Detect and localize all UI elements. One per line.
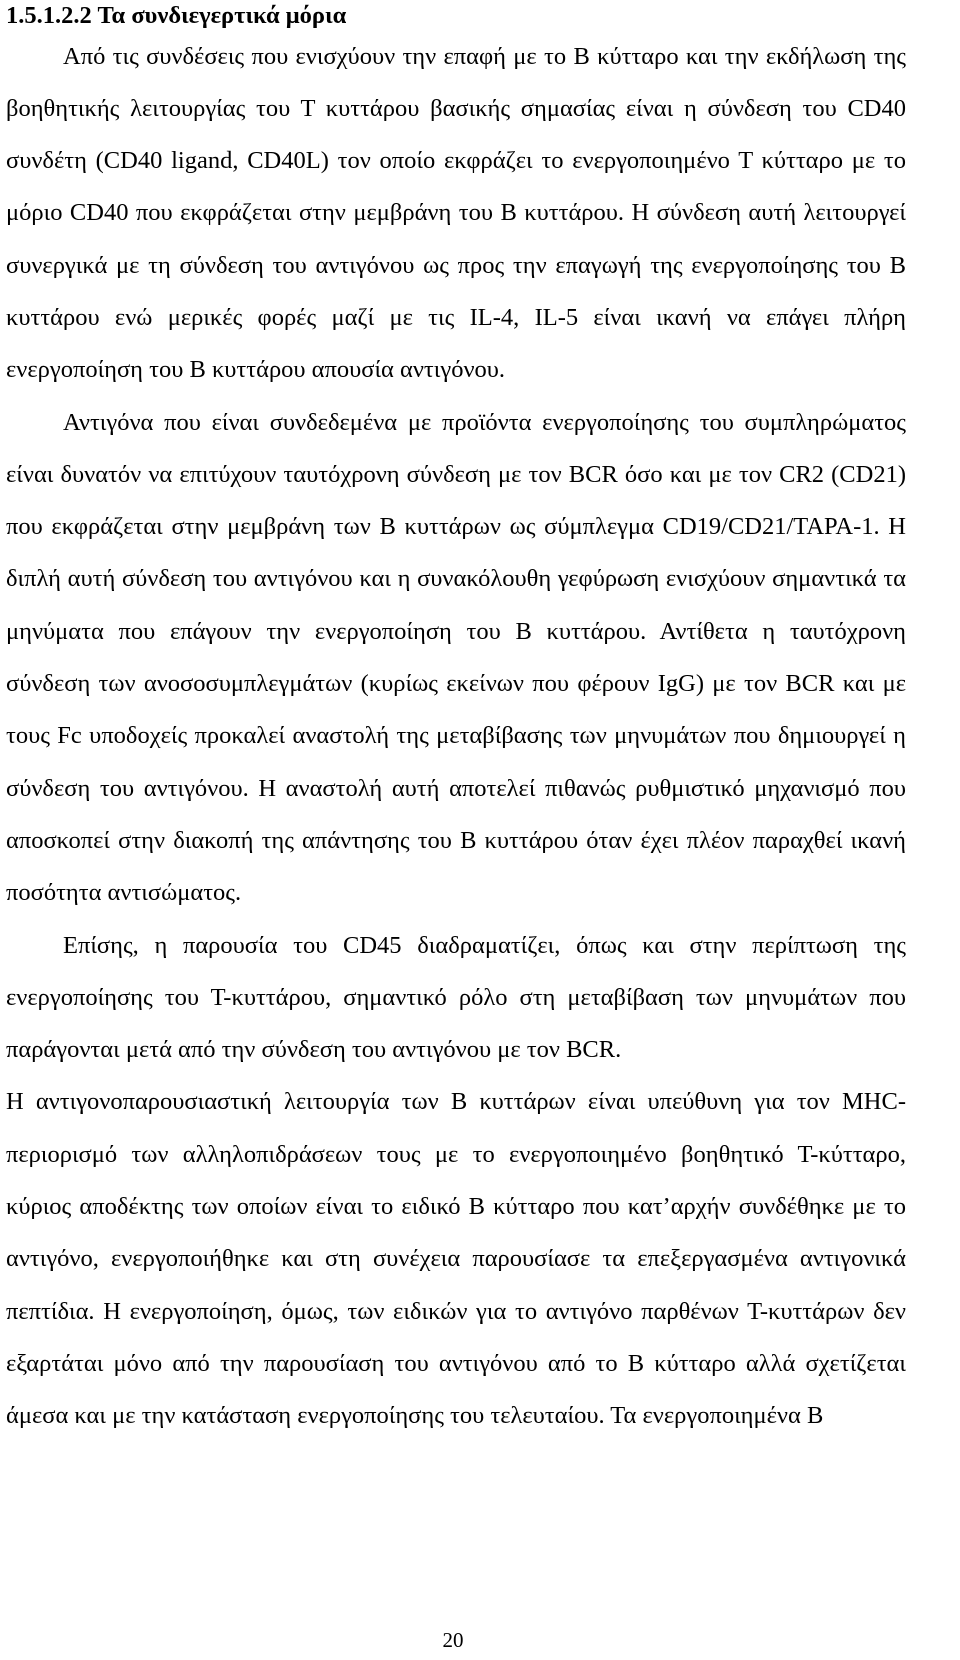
section-number: 1.5.1.2.2 bbox=[6, 2, 92, 29]
paragraph-antigen-presentation: Η αντιγονοπαρουσιαστική λειτουργία των Β κυττάρων είναι υπεύθυνη για τον MHC-περιορισμό των αλληλοπιδράσεων τους με το ενεργοποιημένο βοηθητικό Τ-κύτταρο, κύριος αποδέκτης των οποίων είναι το ειδικό Β κύτταρο που κατ’αρχήν συνδέθηκε με το αντιγόνο, ενεργοποιήθηκε και στη συνέχεια παρουσίασε τα επεξεργασμένα αντιγονικά πεπτίδια. Η ενεργοποίηση, όμως, των ειδικών για το αντιγόνο παρθένων Τ-κυττάρων δεν εξαρτάται μόνο από την παρουσίαση του αντιγόνου από το Β κύτταρο αλλά σχετίζεται άμεσα και με την κατάσταση ενεργοποίησης του τελευταίου. Τα ενεργοποιημένα Β bbox=[6, 1088, 906, 1430]
page-number: 20 bbox=[442, 1628, 464, 1652]
section-heading bbox=[6, 0, 906, 31]
section-title: Τα συνδιεγερτικά μόρια bbox=[97, 2, 347, 29]
document-page bbox=[6, 0, 906, 1443]
paragraph-cd45: Επίσης, η παρουσία του CD45 διαδραματίζει, όπως και στην περίπτωση της ενεργοποίησης του Τ-κυττάρου, σημαντικό ρόλο στη μεταβίβαση των μηνυμάτων που παράγονται μετά από την σύνδεση του αντιγόνου με τον BCR. bbox=[6, 931, 906, 1064]
paragraph-cd40-ligand: Από τις συνδέσεις που ενισχύουν την επαφή με το Β κύτταρο και την εκδήλωση της βοηθητικής λειτουργίας του Τ κυττάρου βασικής σημασίας είναι η σύνδεση του CD40 συνδέτη (CD40 ligand, CD40L) τον οποίο εκφράζει το ενεργοποιημένο Τ κύτταρο με το μόριο CD40 που εκφράζεται στην μεμβράνη του Β κυττάρου. Η σύνδεση αυτή λειτουργεί συνεργικά με τη σύνδεση του αντιγόνου ως προς την επαγωγή της ενεργοποίησης του Β κυττάρου ενώ μερικές φορές μαζί με τις IL-4, IL-5 είναι ικανή να επάγει πλήρη ενεργοποίηση του Β κυττάρου απουσία αντιγόνου. bbox=[6, 42, 906, 384]
paragraph-complement-antigens: Αντιγόνα που είναι συνδεδεμένα με προϊόντα ενεργοποίησης του συμπληρώματος είναι δυνατόν να επιτύχουν ταυτόχρονη σύνδεση με τον BCR όσο και με τον CR2 (CD21) που εκφράζεται στην μεμβράνη των Β κυττάρων ως σύμπλεγμα CD19/CD21/TAPA-1. Η διπλή αυτή σύνδεση του αντιγόνου και η συνακόλουθη γεφύρωση ενισχύουν σημαντικά τα μηνύματα που επάγουν την ενεργοποίηση του Β κυττάρου. Αντίθετα η ταυτόχρονη σύνδεση των ανοσοσυμπλεγμάτων (κυρίως εκείνων που φέρουν IgG) με τον BCR και με τους Fc υποδοχείς προκαλεί αναστολή της μεταβίβασης των μηνυμάτων που δημιουργεί η σύνδεση του αντιγόνου. Η αναστολή αυτή αποτελεί πιθανώς ρυθμιστικό μηχανισμό που αποσκοπεί στην διακοπή της απάντησης του Β κυττάρου όταν έχει πλέον παραχθεί ικανή ποσότητα αντισώματος. bbox=[6, 408, 906, 907]
